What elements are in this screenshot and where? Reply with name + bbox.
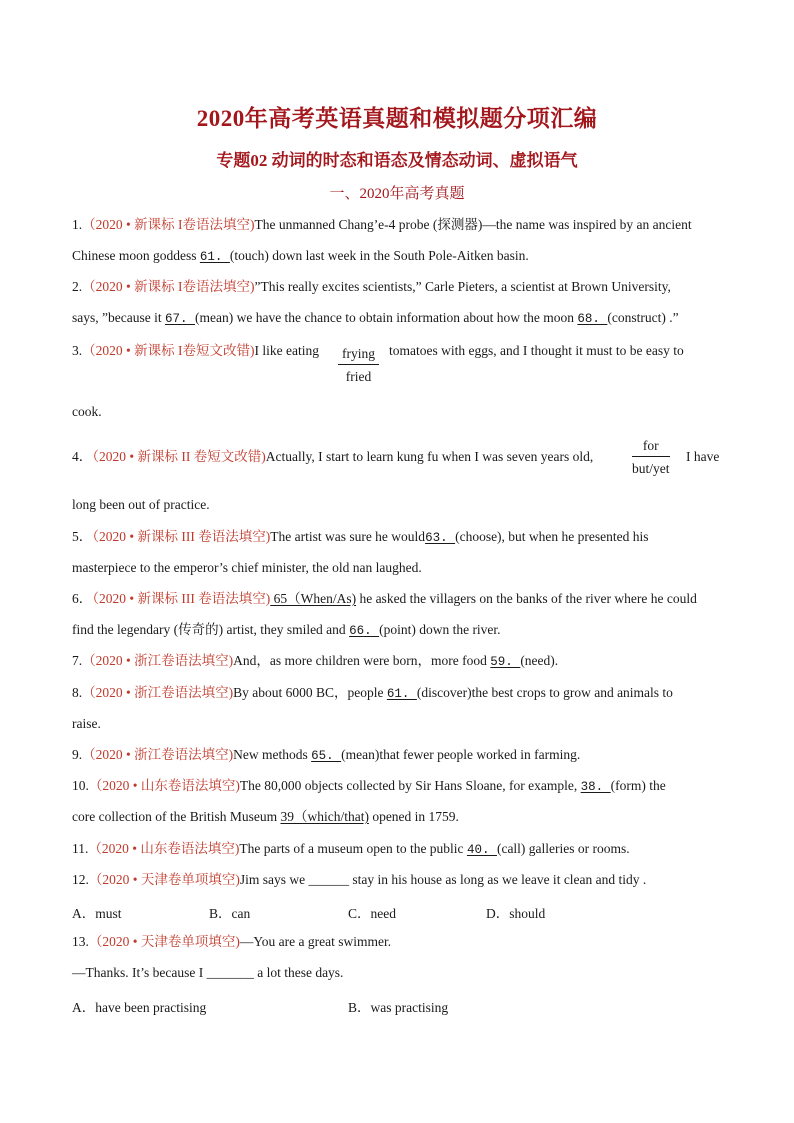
q13-source: （2020 • 天津卷单项填空) — [88, 934, 240, 949]
section-heading: 一、2020年高考真题 — [329, 186, 465, 202]
q10-blank-38: 38. — [580, 780, 611, 794]
q9-source: （2020 • 浙江卷语法填空) — [82, 747, 234, 762]
q13-option-b: B．was practising — [348, 1000, 449, 1015]
q6-line-1: 6．（2020 • 新课标 III 卷语法填空) 65（When/As) he asked the villagers on the banks of the river where he could — [72, 591, 697, 606]
q11-source: （2020 • 山东卷语法填空) — [88, 841, 240, 856]
q4-line-1b: I have — [686, 449, 720, 464]
q10-line-2: core collection of the British Museum 39（which/that) opened in 1759. — [72, 809, 459, 824]
q2-source: （2020 • 新课标 I卷语法填空) — [82, 279, 255, 294]
q6-blank-66: 66. — [349, 624, 380, 638]
q7-blank: 59. — [490, 655, 521, 669]
q8-source: （2020 • 浙江卷语法填空) — [82, 685, 234, 700]
q9-line-1: 9.（2020 • 浙江卷语法填空)New methods 65. (mean)that fewer people worked in farming. — [72, 747, 581, 763]
q5-line-1: 5．（2020 • 新课标 III 卷语法填空)The artist was sure he would63. (choose), but when he presented his — [72, 529, 649, 545]
q13-option-a: A．have been practising — [72, 1000, 207, 1015]
q4-wrong-word: for — [632, 438, 670, 457]
q2-blank-67: 67. — [164, 312, 195, 326]
q1-line-1: 1.（2020 • 新课标 I卷语法填空)The unmanned Chang’e-4 probe (探测器)—the name was inspired by an ancient — [72, 217, 692, 232]
q6-blank-65: 65（When/As) — [270, 591, 357, 606]
q4-line-1: 4．（2020 • 新课标 II 卷短文改错)Actually, I start to learn kung fu when I was seven years old, — [72, 449, 594, 464]
q4-line-2: long been out of practice. — [72, 497, 210, 512]
q9-blank: 65. — [311, 749, 342, 763]
q12-option-c: C．need — [348, 906, 396, 921]
q10-blank-39: 39（which/that) — [280, 809, 369, 824]
q12-line-1: 12.（2020 • 天津卷单项填空)Jim says we ______ stay in his house as long as we leave it clean and tidy . — [72, 872, 647, 887]
q3-source: （2020 • 新课标 I卷短文改错) — [82, 343, 255, 358]
q6-source: （2020 • 新课标 III 卷语法填空) — [92, 591, 271, 606]
q4-correct-word: but/yet — [632, 461, 670, 476]
q3-correct-word: fried — [345, 369, 372, 384]
q10-line-1: 10.（2020 • 山东卷语法填空)The 80,000 objects collected by Sir Hans Sloane, for example, 38. (form) the — [72, 778, 666, 794]
q5-source: （2020 • 新课标 III 卷语法填空) — [92, 529, 271, 544]
q5-blank: 63. — [425, 531, 456, 545]
page-title: 2020年高考英语真题和模拟题分项汇编 — [196, 106, 598, 131]
q1-source: （2020 • 新课标 I卷语法填空) — [82, 217, 255, 232]
q3-correction — [338, 346, 379, 385]
q4-correction — [632, 438, 670, 477]
q12-option-b: B．can — [209, 906, 251, 921]
q2-line-1: 2.（2020 • 新课标 I卷语法填空)”This really excites scientists,” Carle Pieters, a scientist at Brown University, — [72, 279, 671, 294]
q10-source: （2020 • 山东卷语法填空) — [88, 778, 240, 793]
page-subtitle: 专题02 动词的时态和语态及情态动词、虚拟语气 — [216, 151, 578, 170]
q6-line-2: find the legendary (传奇的) artist, they smiled and 66. (point) down the river. — [72, 622, 501, 638]
q8-blank: 61. — [386, 687, 417, 701]
q1-line-2: Chinese moon goddess 61. (touch) down last week in the South Pole-Aitken basin. — [72, 248, 529, 264]
q7-source: （2020 • 浙江卷语法填空) — [82, 653, 234, 668]
q13-line-1: 13.（2020 • 天津卷单项填空)—You are a great swimmer. — [72, 934, 392, 949]
q1-blank: 61. — [199, 250, 230, 264]
q3-line-2: cook. — [72, 404, 102, 419]
q2-blank-68: 68. — [577, 312, 608, 326]
q2-line-2: says, ”because it 67. (mean) we have the chance to obtain information about how the moon 68. (construct) .” — [72, 310, 679, 326]
q8-line-1: 8.（2020 • 浙江卷语法填空)By about 6000 BC，people 61. (discover)the best crops to grow and animals to — [72, 685, 673, 701]
q11-blank: 40. — [466, 843, 497, 857]
q13-line-2: —Thanks. It’s because I _______ a lot these days. — [72, 965, 344, 980]
q12-source: （2020 • 天津卷单项填空) — [88, 872, 240, 887]
q3-line-1b: tomatoes with eggs, and I thought it must to be easy to — [389, 343, 684, 358]
q7-line-1: 7.（2020 • 浙江卷语法填空)And，as more children were born，more food 59. (need). — [72, 653, 559, 669]
q11-line-1: 11.（2020 • 山东卷语法填空)The parts of a museum open to the public 40. (call) galleries or rooms. — [72, 841, 630, 857]
q3-line-1: 3.（2020 • 新课标 I卷短文改错)I like eating — [72, 343, 319, 358]
q3-wrong-word: frying — [338, 346, 379, 365]
q5-line-2: masterpiece to the emperor’s chief minister, the old nan laughed. — [72, 560, 422, 575]
q12-option-d: D．should — [486, 906, 546, 921]
q4-source: （2020 • 新课标 II 卷短文改错) — [92, 449, 266, 464]
q12-option-a: A．must — [72, 906, 122, 921]
q8-line-2: raise. — [72, 716, 101, 731]
